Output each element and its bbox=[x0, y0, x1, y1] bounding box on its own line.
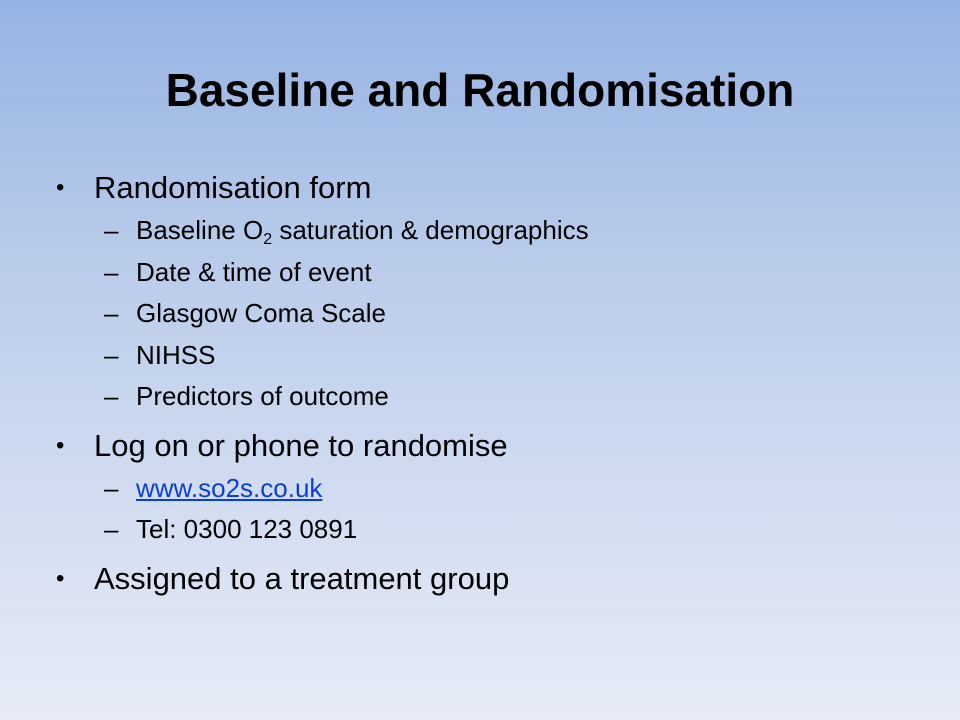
sub-item-text: NIHSS bbox=[136, 339, 216, 370]
slide-title: Baseline and Randomisation bbox=[165, 64, 795, 116]
sub-item-text: Glasgow Coma Scale bbox=[136, 298, 386, 328]
sub-item-phone bbox=[56, 509, 916, 551]
bullet-text: Log on or phone to randomise bbox=[94, 427, 508, 463]
dash-icon: – bbox=[104, 298, 119, 328]
dash-icon: – bbox=[104, 514, 119, 544]
o2-subscript: 2 bbox=[263, 231, 273, 248]
sub-item-website bbox=[56, 468, 916, 510]
dash-icon: – bbox=[104, 256, 119, 287]
bullet-list bbox=[56, 166, 916, 601]
sub-bullet-list bbox=[56, 210, 916, 418]
sub-item-baseline-o2 bbox=[56, 210, 916, 252]
bullet-item-log-on bbox=[56, 424, 916, 468]
dash-icon: – bbox=[104, 381, 119, 411]
dash-icon: – bbox=[104, 339, 119, 370]
bullet-text: Randomisation form bbox=[94, 170, 372, 205]
dash-icon: – bbox=[104, 472, 119, 503]
sub-item-suffix: saturation & demographics bbox=[272, 215, 589, 245]
sub-item-text: Predictors of outcome bbox=[136, 381, 389, 411]
sub-item-prefix: Baseline O bbox=[136, 215, 264, 245]
bullet-text: Assigned to a treatment group bbox=[94, 560, 510, 596]
dash-icon: – bbox=[104, 215, 119, 245]
sub-bullet-list bbox=[56, 468, 916, 551]
sub-item-predictors bbox=[56, 376, 916, 418]
bullet-item-randomisation-form bbox=[56, 166, 916, 210]
sub-item-date-time bbox=[56, 252, 916, 294]
website-link[interactable]: www.so2s.co.uk bbox=[136, 472, 323, 503]
bullet-dot-icon: • bbox=[56, 174, 65, 201]
bullet-dot-icon: • bbox=[56, 431, 65, 459]
sublist-container bbox=[56, 210, 916, 418]
sub-item-nihss bbox=[56, 335, 916, 377]
sub-item-text: Tel: 0300 123 0891 bbox=[136, 514, 358, 544]
sub-item-glasgow-coma-scale bbox=[56, 293, 916, 335]
sublist-container bbox=[56, 468, 916, 551]
sub-item-text: Date & time of event bbox=[136, 256, 372, 287]
bullet-item-assigned bbox=[56, 557, 916, 601]
bullet-dot-icon: • bbox=[56, 564, 65, 592]
